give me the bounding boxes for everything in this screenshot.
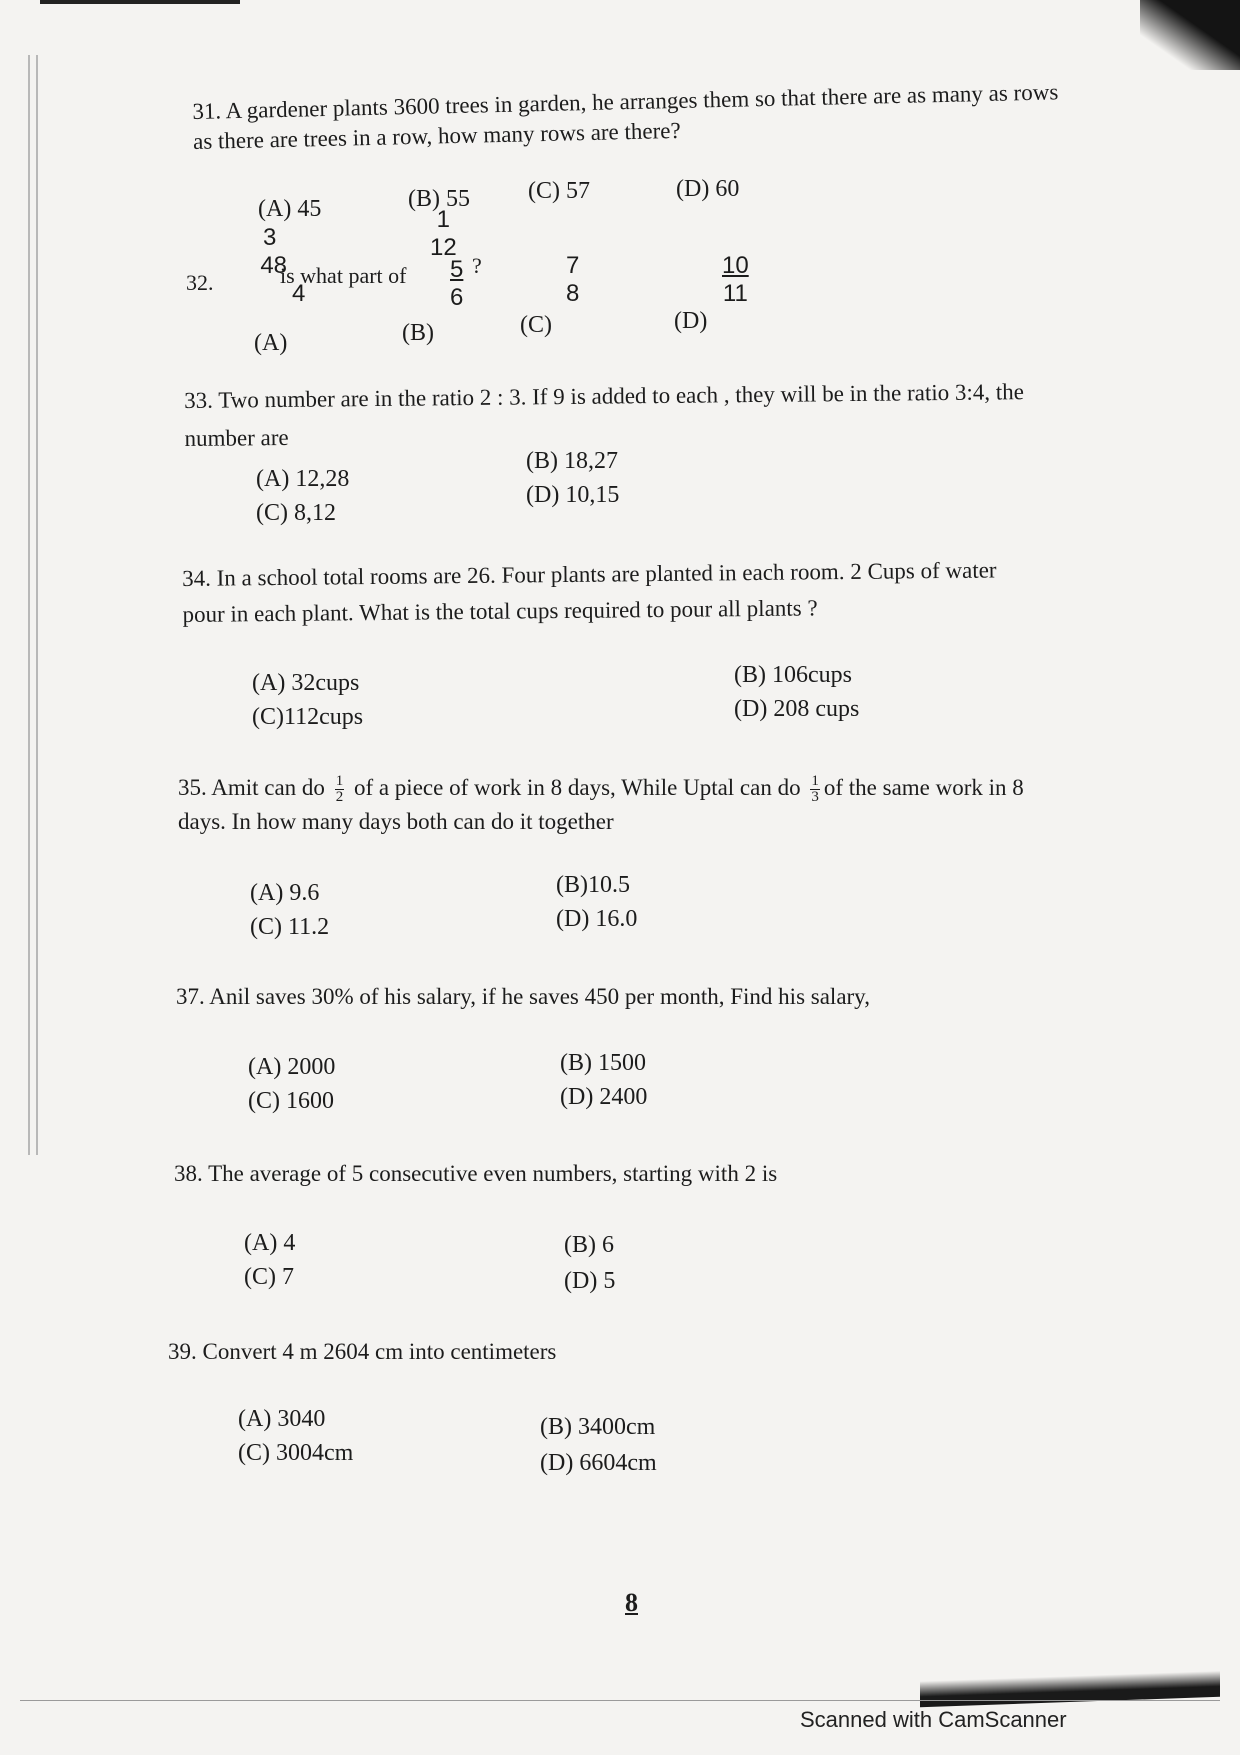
q37-option-c: (C) 1600 [248,1088,334,1114]
q33-option-c: (C) 8,12 [256,500,336,526]
question-38: 38. The average of 5 consecutive even numbers, starting with 2 is [174,1161,778,1186]
q32-option-b-fraction: 7 8 [566,252,580,307]
q35-option-a: (A) 9.6 [250,880,320,906]
question-33: 33. Two number are in the ratio 2 : 3. If 9 is added to each , they will be in the ratio 3:4, the number are [184,379,1025,451]
q33-option-b: (B) 18,27 [526,448,618,474]
q31-option-b: (B) 55 [408,186,470,212]
question-39: 39. Convert 4 m 2604 cm into centimeters [168,1339,557,1364]
q39-option-a: (A) 3040 [238,1406,326,1432]
q33-option-d: (D) 10,15 [526,482,620,508]
q39-option-b: (B) 3400cm [540,1414,656,1440]
question-35: 35. Amit can do $\frac{1}{2}$ of a piece of work in 8 days, While Uptal can do $\frac{1}{3}$ of the same work in 8 days. In how many days both can do it together [178,773,1024,834]
q32-option-b: (B) [402,320,434,346]
q32-target-fraction: 1 12 [430,206,457,261]
q32-option-a: (A) [254,330,288,356]
q39-option-c: (C) 3004cm [238,1440,354,1466]
q33-option-a: (A) 12,28 [256,466,350,492]
q38-option-a: (A) 4 [244,1230,296,1256]
q32-option-d: (D) [674,308,708,334]
q38-option-d: (D) 5 [564,1268,616,1294]
q32-given-fraction: 3 48 4 [260,224,306,307]
q32-option-d-fraction: $\frac{10}{11}$ [722,252,749,307]
scan-shadow [1140,0,1240,70]
q35-option-d: (D) 16.0 [556,906,638,932]
margin-line [36,55,38,1155]
q37-option-d: (D) 2400 [560,1084,648,1110]
q37-option-a: (A) 2000 [248,1054,336,1080]
scan-edge-bottom [20,1700,1220,1701]
q39-option-d: (D) 6604cm [540,1450,657,1476]
question-37: 37. Anil saves 30% of his salary, if he saves 450 per month, Find his salary, [176,984,870,1009]
q35-fraction-third: $\frac{1}{3}$ [811,773,819,806]
q34-option-a: (A) 32cups [252,670,360,696]
q38-option-c: (C) 7 [244,1264,294,1290]
q34-option-b: (B) 106cups [734,662,852,688]
scan-edge-top [40,0,240,4]
scan-shadow [920,1671,1220,1707]
q37-option-b: (B) 1500 [560,1050,646,1076]
q31-option-a: (A) 45 [258,196,322,222]
q34-option-d: (D) 208 cups [734,696,860,722]
q31-option-d: (D) 60 [676,176,740,202]
q32-text: is what part of [280,263,407,288]
scanner-watermark: Scanned with CamScanner [800,1707,1067,1732]
q35-option-c: (C) 11.2 [250,914,330,940]
q32-option-a-fraction: $\frac{5}{6}$ [450,256,464,311]
q35-option-b: (B)10.5 [556,872,630,898]
page-number: 8 [625,1588,638,1617]
question-34: 34. In a school total rooms are 26. Four plants are planted in each room. 2 Cups of water pour in each plant. What is the total cups required to pour all plants ? [182,557,997,627]
q35-fraction-half: $\frac{1}{2}$ [335,773,344,806]
q38-option-b: (B) 6 [564,1232,614,1258]
q34-option-c: (C)112cups [252,704,364,730]
q32-question-mark: ? [472,253,482,278]
q31-option-c: (C) 57 [528,178,590,204]
question-32-number: 32. [186,270,214,295]
q32-option-c: (C) [520,312,552,338]
question-31: 31. A gardener plants 3600 trees in garden, he arranges them so that there are as many as rows as there are trees in a row, how many rows are there? [192,79,1059,154]
margin-line [28,55,30,1155]
